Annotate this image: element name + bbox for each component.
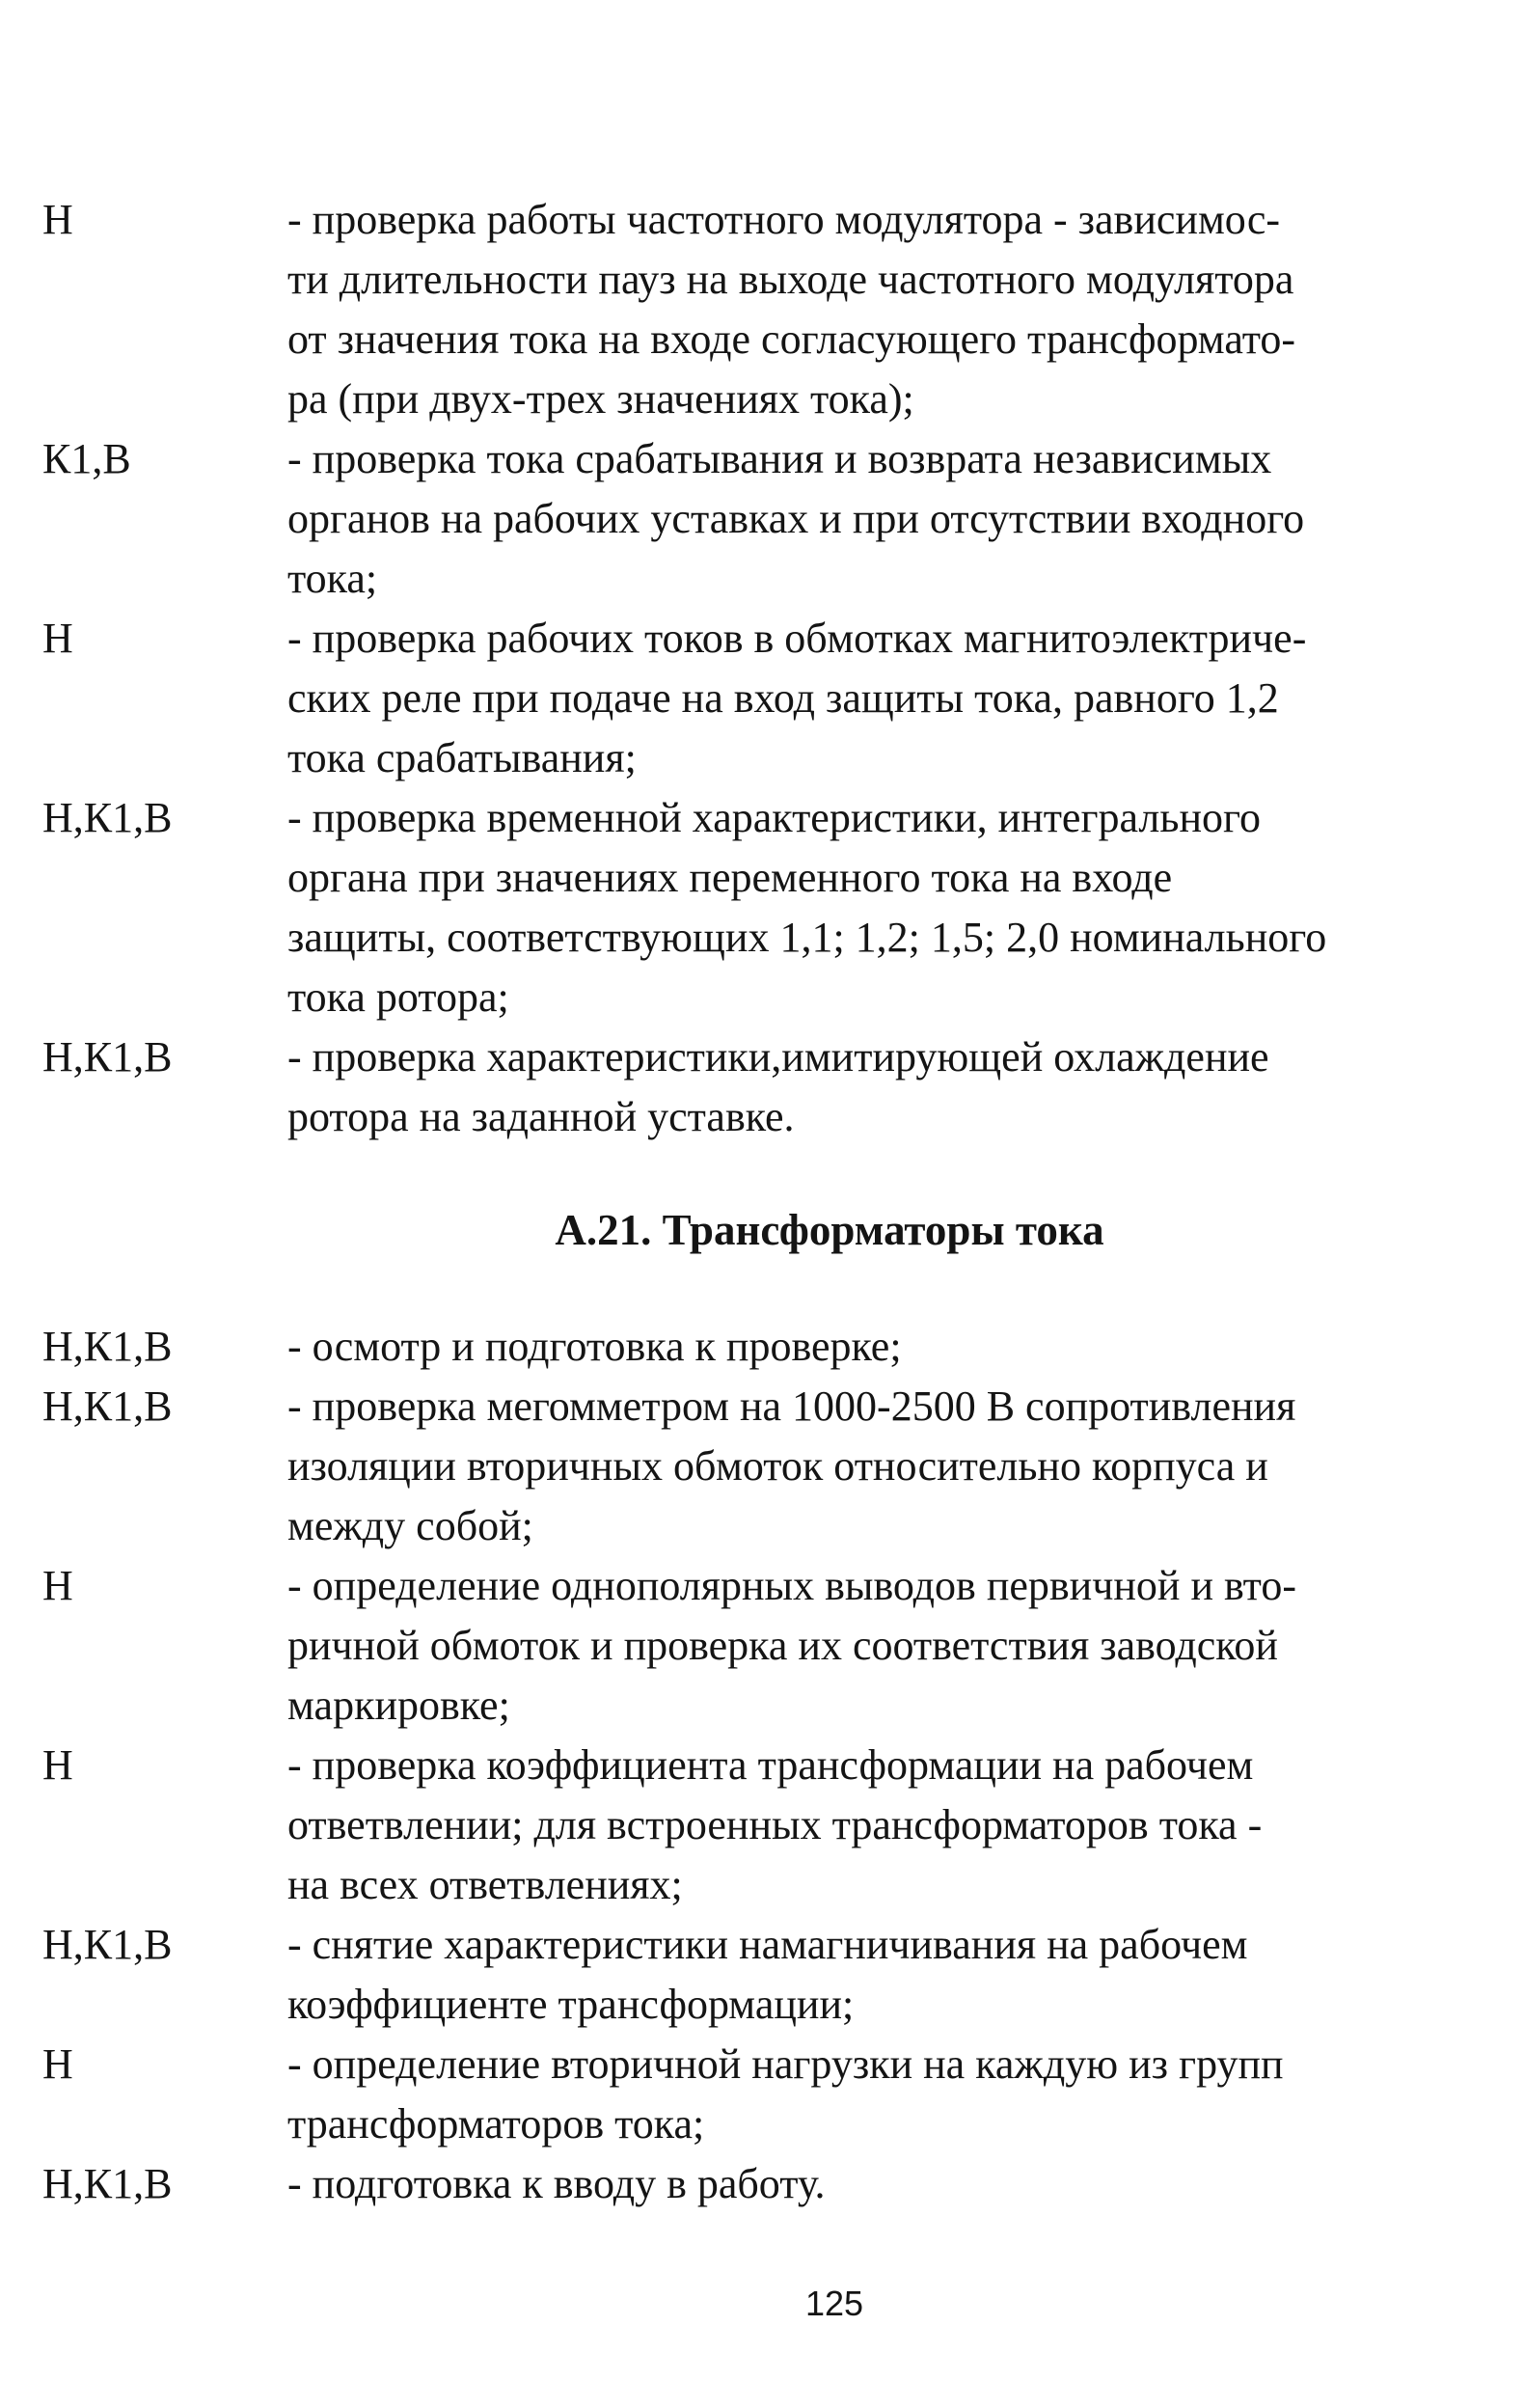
item-text-line: органов на рабочих уставках и при отсутствии входного <box>287 495 1305 542</box>
item-text-line: трансформаторов тока; <box>287 2100 705 2148</box>
item-text-line: - определение вторичной нагрузки на каждую из групп <box>287 2040 1284 2088</box>
item-text-line: органа при значениях переменного тока на входе <box>287 854 1173 901</box>
section-heading: А.21. Трансформаторы тока <box>555 1206 1104 1254</box>
item-text-line: - проверка рабочих токов в обмотках магнитоэлектриче- <box>287 615 1307 662</box>
item-text-line: - осмотр и подготовка к проверке; <box>287 1323 902 1370</box>
item-text-line: - проверка тока срабатывания и возврата независимых <box>287 435 1272 482</box>
item-text <box>287 2035 1377 2154</box>
item-text-line: - проверка характеристики,имитирующей охлаждение <box>287 1033 1269 1081</box>
item-code: Н <box>42 196 73 243</box>
requirements-list-1 <box>0 190 1524 1147</box>
item-text-line: ричной обмоток и проверка их соответствия заводской <box>287 1622 1278 1669</box>
item-code: К1,В <box>42 435 131 482</box>
item-text <box>287 609 1377 788</box>
item-text-line: ских реле при подаче на вход защиты тока, равного 1,2 <box>287 674 1279 722</box>
item-text-line: - подготовка к вводу в работу. <box>287 2160 826 2207</box>
list-item <box>0 429 1524 609</box>
item-code: Н <box>42 615 73 662</box>
item-text-line: тока ротора; <box>287 973 509 1021</box>
list-item <box>0 609 1524 788</box>
item-text-line: - снятие характеристики намагничивания на рабочем <box>287 1921 1248 1968</box>
page-number: 125 <box>804 2284 864 2323</box>
item-text <box>287 2154 1377 2214</box>
item-code: Н <box>42 2040 73 2088</box>
item-text-line: тока срабатывания; <box>287 734 637 781</box>
item-text-line: коэффициенте трансформации; <box>287 1981 855 2028</box>
item-text-line: защиты, соответствующих 1,1; 1,2; 1,5; 2,0 номинального <box>287 914 1327 961</box>
item-text <box>287 1377 1377 1556</box>
item-text <box>287 190 1377 429</box>
item-text <box>287 1736 1377 1915</box>
item-code: Н,К1,В <box>42 1323 173 1370</box>
item-code: Н,К1,В <box>42 794 173 841</box>
item-text <box>287 1915 1377 2035</box>
item-text <box>287 1556 1377 1736</box>
list-item <box>0 788 1524 1027</box>
item-text-line: - проверка коэффициента трансформации на рабочем <box>287 1741 1254 1789</box>
item-text <box>287 1317 1377 1377</box>
item-text-line: - проверка временной характеристики, интегрального <box>287 794 1261 841</box>
item-text <box>287 788 1377 1027</box>
item-text-line: маркировке; <box>287 1682 510 1729</box>
list-item <box>0 1317 1524 1377</box>
item-text-line: ответвлении; для встроенных трансформаторов тока - <box>287 1801 1263 1848</box>
requirements-list-2 <box>0 1317 1524 2214</box>
list-item <box>0 2035 1524 2154</box>
item-code: Н <box>42 1741 73 1789</box>
list-item <box>0 1915 1524 2035</box>
item-text-line: между собой; <box>287 1502 533 1549</box>
item-code: Н <box>42 1562 73 1609</box>
item-text-line: ра (при двух-трех значениях тока); <box>287 375 914 423</box>
item-text <box>287 429 1377 609</box>
item-text-line: - проверка работы частотного модулятора - зависимос- <box>287 196 1281 243</box>
item-text <box>287 1027 1377 1147</box>
item-text-line: от значения тока на входе согласующего трансформато- <box>287 315 1296 363</box>
list-item <box>0 1556 1524 1736</box>
item-text-line: - определение однополярных выводов первичной и вто- <box>287 1562 1296 1609</box>
list-item <box>0 1027 1524 1147</box>
list-item <box>0 1736 1524 1915</box>
item-code: Н,К1,В <box>42 2160 173 2207</box>
item-text-line: на всех ответвлениях; <box>287 1861 683 1908</box>
item-text-line: изоляции вторичных обмоток относительно корпуса и <box>287 1442 1268 1490</box>
item-code: Н,К1,В <box>42 1921 173 1968</box>
item-text-line: - проверка мегомметром на 1000-2500 В сопротивления <box>287 1382 1296 1430</box>
item-text-line: ротора на заданной уставке. <box>287 1093 795 1140</box>
item-text-line: ти длительности пауз на выходе частотного модулятора <box>287 256 1294 303</box>
list-item <box>0 190 1524 429</box>
item-text-line: тока; <box>287 555 378 602</box>
item-code: Н,К1,В <box>42 1382 173 1430</box>
list-item <box>0 2154 1524 2214</box>
list-item <box>0 1377 1524 1556</box>
item-code: Н,К1,В <box>42 1033 173 1081</box>
